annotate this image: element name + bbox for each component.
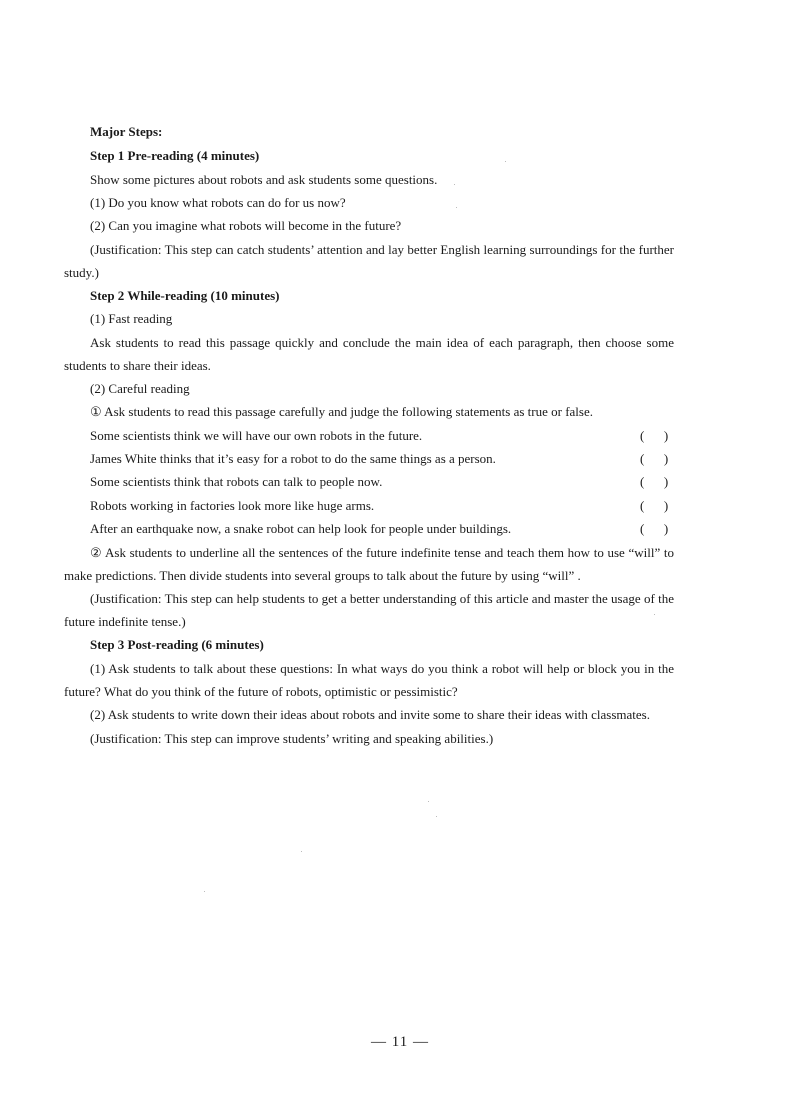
scan-speck [505, 161, 506, 162]
fast-reading-line1: Ask students to read this passage quickly and conclude the main idea of each paragraph, then choose some [90, 335, 674, 350]
statement-row [90, 428, 674, 444]
step3-item-2: (2) Ask students to write down their ideas about robots and invite some to share their ideas with classmates. [90, 707, 650, 722]
step1-question-1: (1) Do you know what robots can do for us now? [90, 195, 346, 210]
step3-title: Step 3 Post-reading (6 minutes) [90, 637, 264, 652]
statement-text: James White thinks that it’s easy for a robot to do the same things as a person. [90, 451, 496, 466]
scan-speck [428, 801, 429, 802]
step3-item-1-line2: future? What do you think of the future of robots, optimistic or pessimistic? [64, 684, 458, 699]
scan-speck [436, 816, 437, 817]
major-steps-heading: Major Steps: [90, 124, 163, 139]
careful-reading-task-2-line2: make predictions. Then divide students into several groups to talk about the future by using “will” . [64, 568, 581, 583]
answer-blank[interactable]: ( ) [640, 451, 669, 466]
step1-justification-line1: (Justification: This step can catch students’ attention and lay better English learning surroundings for the further [90, 242, 674, 257]
scan-speck [456, 207, 457, 208]
scan-speck [654, 614, 655, 615]
step1-question-2: (2) Can you imagine what robots will become in the future? [90, 218, 402, 233]
careful-reading-task-1: ① Ask students to read this passage carefully and judge the following statements as true or false. [90, 404, 594, 419]
statement-text: Some scientists think that robots can talk to people now. [90, 474, 383, 489]
statement-row [90, 451, 674, 467]
answer-blank[interactable]: ( ) [640, 474, 669, 489]
statement-row [90, 474, 674, 490]
statement-row [90, 498, 674, 514]
statement-row [90, 521, 674, 537]
scan-speck [454, 184, 455, 185]
step3-justification: (Justification: This step can improve students’ writing and speaking abilities.) [90, 731, 494, 746]
step1-justification-line2: study.) [64, 265, 99, 280]
step2-title: Step 2 While-reading (10 minutes) [90, 288, 280, 303]
answer-blank[interactable]: ( ) [640, 498, 669, 513]
step2-justification-line2: future indefinite tense.) [64, 614, 186, 629]
step3-item-1-line1: (1) Ask students to talk about these questions: In what ways do you think a robot will help or block you in the [90, 661, 674, 676]
statement-text: Robots working in factories look more like huge arms. [90, 498, 375, 513]
statement-text: After an earthquake now, a snake robot can help look for people under buildings. [90, 521, 512, 536]
page-number: — 11 — [371, 1034, 429, 1050]
careful-reading-title: (2) Careful reading [90, 381, 190, 396]
fast-reading-title: (1) Fast reading [90, 311, 173, 326]
scan-speck [204, 891, 205, 892]
careful-reading-task-2-line1: ② Ask students to underline all the sentences of the future indefinite tense and teach them how to use “will” to [90, 545, 674, 560]
fast-reading-line2: students to share their ideas. [64, 358, 211, 373]
step1-intro: Show some pictures about robots and ask students some questions. [90, 172, 438, 187]
answer-blank[interactable]: ( ) [640, 428, 669, 443]
step2-justification-line1: (Justification: This step can help students to get a better understanding of this article and master the usage of the [90, 591, 674, 606]
statement-text: Some scientists think we will have our own robots in the future. [90, 428, 423, 443]
step1-title: Step 1 Pre-reading (4 minutes) [90, 148, 260, 163]
answer-blank[interactable]: ( ) [640, 521, 669, 536]
scan-speck [301, 851, 302, 852]
